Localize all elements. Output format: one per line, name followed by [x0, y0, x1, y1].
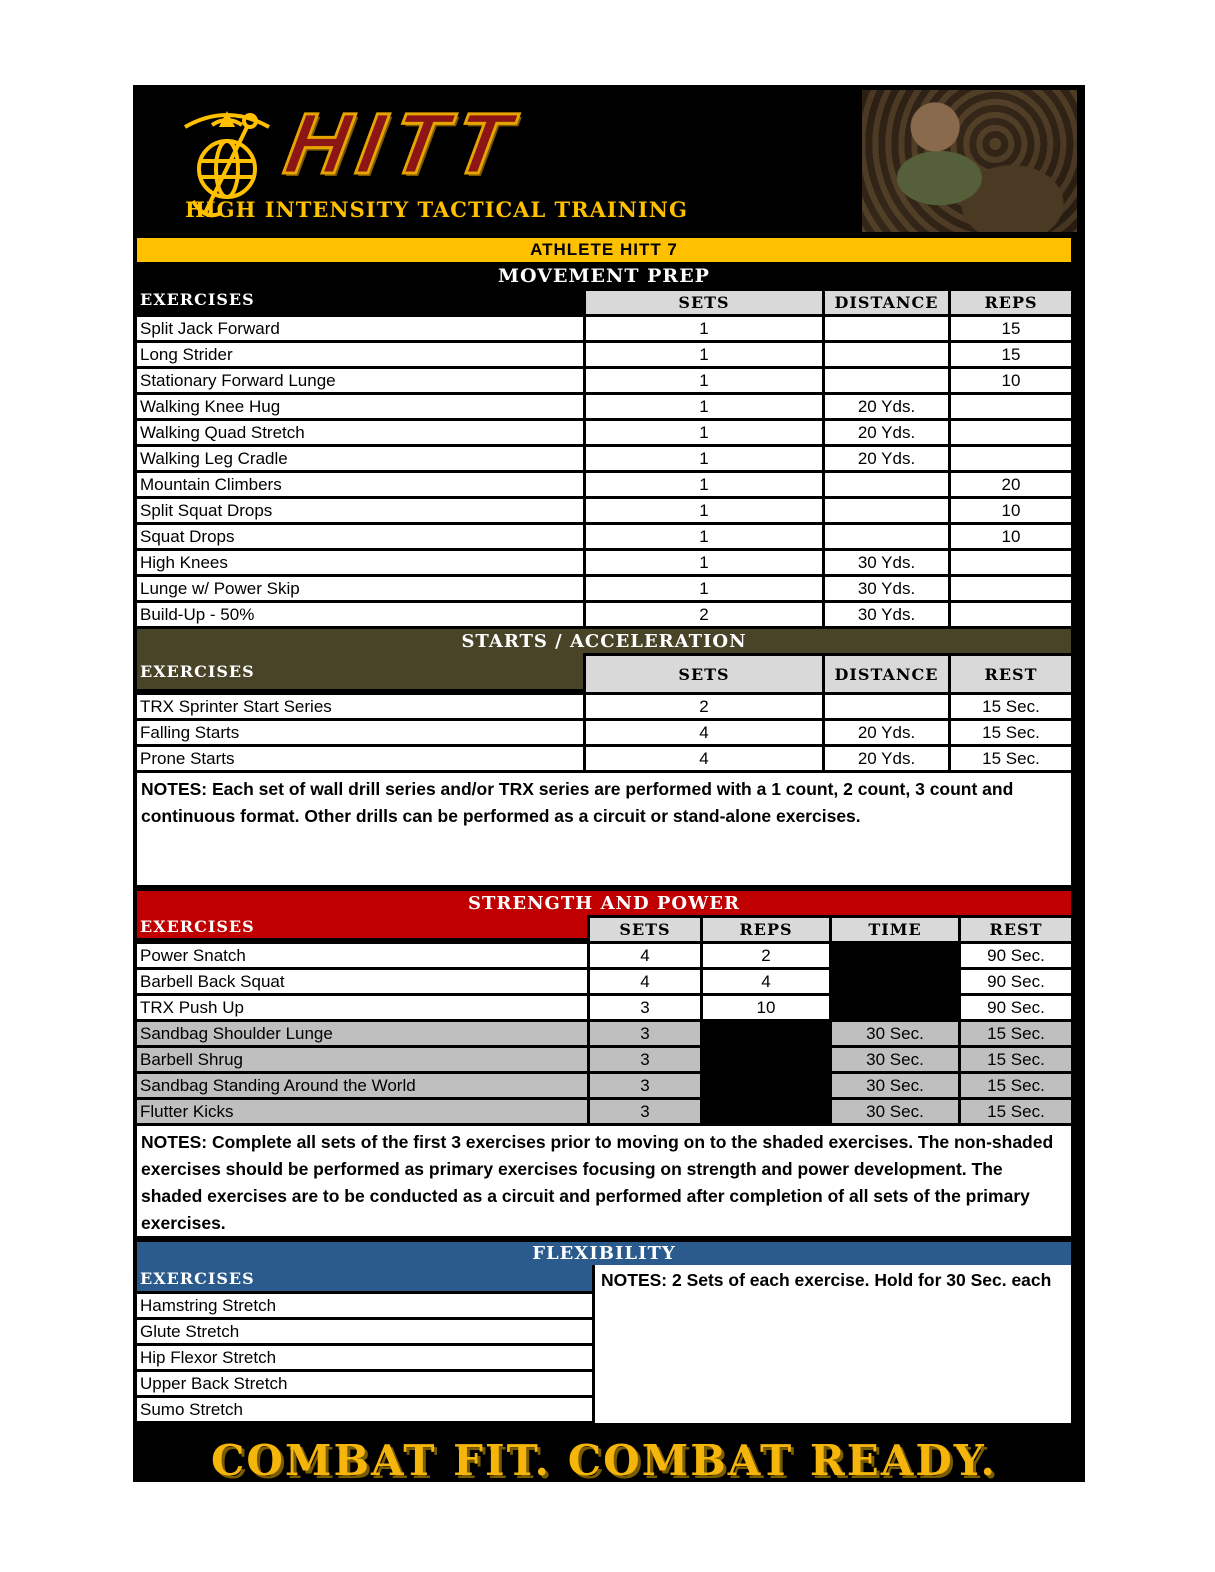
table-cell: 30 Yds. [825, 577, 948, 600]
flexibility-exercise-row: Sumo Stretch [137, 1398, 592, 1421]
table-cell [951, 577, 1071, 600]
table-cell: TRX Push Up [137, 996, 587, 1019]
table-cell: 4 [590, 970, 700, 993]
table-row [137, 499, 1071, 522]
table-cell: Split Jack Forward [137, 317, 583, 340]
table-header-row [137, 288, 1071, 314]
footer-slogan: COMBAT FIT. COMBAT READY. [210, 1435, 997, 1485]
table-cell: 20 [951, 473, 1071, 496]
table-row [137, 695, 1071, 718]
table-cell [832, 996, 958, 1019]
table-cell [703, 1022, 829, 1045]
table-row [137, 447, 1071, 470]
table-cell: 15 Sec. [961, 1048, 1071, 1071]
table-row [137, 577, 1071, 600]
table-cell: 90 Sec. [961, 996, 1071, 1019]
table-cell: 10 [951, 369, 1071, 392]
table-cell: 20 Yds. [825, 747, 948, 770]
flexibility-exercise-row: Glute Stretch [137, 1320, 592, 1343]
table-cell [825, 695, 948, 718]
table-cell: Mountain Climbers [137, 473, 583, 496]
table-row [137, 996, 1071, 1019]
table-cell: Lunge w/ Power Skip [137, 577, 583, 600]
table-cell: 10 [951, 525, 1071, 548]
table-header-cell: REST [961, 915, 1071, 941]
flexibility-banner: FLEXIBILITY [137, 1242, 1071, 1265]
table-row [137, 369, 1071, 392]
table-cell: 1 [586, 395, 822, 418]
table-cell: 90 Sec. [961, 944, 1071, 967]
table-cell: 20 Yds. [825, 721, 948, 744]
flexibility-table [137, 1265, 592, 1421]
flexibility-exercise-row: Upper Back Stretch [137, 1372, 592, 1395]
table-cell: 1 [586, 499, 822, 522]
table-header-cell: SETS [590, 915, 700, 941]
table-header-cell: EXERCISES [137, 915, 587, 938]
table-cell: 3 [590, 1048, 700, 1071]
table-cell [825, 525, 948, 548]
table-header-cell: REST [951, 653, 1071, 692]
table-cell: 30 Sec. [832, 1074, 958, 1097]
table-cell: Walking Quad Stretch [137, 421, 583, 444]
table-header-cell: EXERCISES [137, 288, 583, 311]
marine-low-crawl-photo [862, 90, 1077, 232]
table-cell [951, 395, 1071, 418]
table-cell: 20 Yds. [825, 421, 948, 444]
table-cell [832, 944, 958, 967]
table-cell [825, 473, 948, 496]
table-row [137, 395, 1071, 418]
table-header-cell: SETS [586, 653, 822, 692]
table-cell: Walking Leg Cradle [137, 447, 583, 470]
table-cell: 15 Sec. [961, 1100, 1071, 1123]
table-cell [703, 1074, 829, 1097]
table-cell: 3 [590, 996, 700, 1019]
table-cell: 1 [586, 421, 822, 444]
table-cell: 1 [586, 525, 822, 548]
table-cell [825, 343, 948, 366]
table-cell: 4 [590, 944, 700, 967]
table-cell [825, 369, 948, 392]
table-cell: Walking Knee Hug [137, 395, 583, 418]
table-header-row [137, 653, 1071, 692]
table-row [137, 1074, 1071, 1097]
starts-acceleration-banner: STARTS / ACCELERATION [137, 629, 1071, 653]
table-cell [951, 447, 1071, 470]
table-cell: 15 [951, 317, 1071, 340]
table-header-cell: REPS [703, 915, 829, 941]
table-cell: 3 [590, 1022, 700, 1045]
starts-acceleration-table [137, 653, 1071, 770]
table-row [137, 1048, 1071, 1071]
table-row [137, 970, 1071, 993]
table-cell: Flutter Kicks [137, 1100, 587, 1123]
flexibility-exercise-row: Hip Flexor Stretch [137, 1346, 592, 1369]
movement-prep-table [137, 288, 1071, 626]
table-cell: 30 Sec. [832, 1100, 958, 1123]
flexibility-exercises-header: EXERCISES [137, 1265, 592, 1291]
table-row [137, 721, 1071, 744]
hitt-logo: HITT [278, 96, 527, 192]
table-header-cell: DISTANCE [825, 288, 948, 314]
table-cell: Squat Drops [137, 525, 583, 548]
table-cell: 20 Yds. [825, 447, 948, 470]
table-cell [951, 603, 1071, 626]
table-header-cell: REPS [951, 288, 1071, 314]
table-cell: 10 [703, 996, 829, 1019]
table-cell: 3 [590, 1074, 700, 1097]
table-cell [703, 1048, 829, 1071]
table-row [137, 603, 1071, 626]
hitt-tagline: HIGH INTENSITY TACTICAL TRAINING [185, 197, 688, 222]
table-cell: 10 [951, 499, 1071, 522]
table-cell: Barbell Shrug [137, 1048, 587, 1071]
table-cell [951, 551, 1071, 574]
table-cell: 1 [586, 343, 822, 366]
table-cell: 2 [703, 944, 829, 967]
table-cell: 1 [586, 577, 822, 600]
flexibility-section [137, 1242, 1071, 1424]
table-cell: 30 Sec. [832, 1048, 958, 1071]
table-row [137, 525, 1071, 548]
header [137, 85, 1071, 236]
table-cell: 20 Yds. [825, 395, 948, 418]
table-cell: Split Squat Drops [137, 499, 583, 522]
table-cell: 2 [586, 603, 822, 626]
table-cell: 2 [586, 695, 822, 718]
table-row [137, 551, 1071, 574]
starts-notes: NOTES: Each set of wall drill series and/or TRX series are performed with a 1 count, 2 count, 3 count and continuous format. Other drills can be performed as a circuit or stand-alone exercises. [137, 773, 1071, 885]
table-cell: 15 Sec. [961, 1022, 1071, 1045]
table-cell: 15 Sec. [951, 721, 1071, 744]
table-cell: Build-Up - 50% [137, 603, 583, 626]
table-cell: High Knees [137, 551, 583, 574]
table-header-cell: DISTANCE [825, 653, 948, 692]
table-cell [825, 317, 948, 340]
flexibility-notes: NOTES: 2 Sets of each exercise. Hold for 30 Sec. each [595, 1265, 1071, 1423]
movement-prep-banner: MOVEMENT PREP [498, 264, 710, 287]
table-cell: 1 [586, 473, 822, 496]
table-row [137, 1022, 1071, 1045]
flexibility-exercise-row: Hamstring Stretch [137, 1294, 592, 1317]
table-header-cell: EXERCISES [137, 653, 583, 689]
table-cell: Prone Starts [137, 747, 583, 770]
strength-power-banner: STRENGTH AND POWER [137, 891, 1071, 915]
table-cell: 1 [586, 551, 822, 574]
strength-notes: NOTES: Complete all sets of the first 3 exercises prior to moving on to the shaded exercises. The non-shaded exercises should be performed as primary exercises focusing on strength and power development. The shaded exercises are to be conducted as a circuit and performed after completion of all sets of the primary exercises. [137, 1126, 1071, 1236]
table-cell: Sandbag Standing Around the World [137, 1074, 587, 1097]
title-banner: ATHLETE HITT 7 [137, 238, 1071, 262]
table-cell: 15 Sec. [951, 695, 1071, 718]
table-cell: Stationary Forward Lunge [137, 369, 583, 392]
table-cell: 30 Sec. [832, 1022, 958, 1045]
table-cell [703, 1100, 829, 1123]
table-cell: Sandbag Shoulder Lunge [137, 1022, 587, 1045]
table-cell: Long Strider [137, 343, 583, 366]
table-row [137, 1100, 1071, 1123]
table-cell: 1 [586, 317, 822, 340]
table-cell: 30 Yds. [825, 551, 948, 574]
table-cell: 4 [703, 970, 829, 993]
table-row [137, 944, 1071, 967]
table-cell: 15 Sec. [951, 747, 1071, 770]
table-cell: 1 [586, 369, 822, 392]
table-cell: 4 [586, 747, 822, 770]
table-row [137, 747, 1071, 770]
table-cell: 15 [951, 343, 1071, 366]
table-row [137, 473, 1071, 496]
table-cell [832, 970, 958, 993]
table-cell: 90 Sec. [961, 970, 1071, 993]
strength-power-table [137, 915, 1071, 1123]
table-row [137, 421, 1071, 444]
table-cell: 30 Yds. [825, 603, 948, 626]
workout-sheet-page [133, 85, 1085, 1485]
table-cell: Falling Starts [137, 721, 583, 744]
table-header-cell: TIME [832, 915, 958, 941]
table-cell: TRX Sprinter Start Series [137, 695, 583, 718]
table-cell: Power Snatch [137, 944, 587, 967]
table-cell: Barbell Back Squat [137, 970, 587, 993]
table-header-cell: SETS [586, 288, 822, 314]
table-row [137, 343, 1071, 366]
table-cell [825, 499, 948, 522]
table-cell: 15 Sec. [961, 1074, 1071, 1097]
table-header-row [137, 915, 1071, 941]
table-cell: 4 [586, 721, 822, 744]
table-cell: 3 [590, 1100, 700, 1123]
table-cell: 1 [586, 447, 822, 470]
table-cell [951, 421, 1071, 444]
table-row [137, 317, 1071, 340]
